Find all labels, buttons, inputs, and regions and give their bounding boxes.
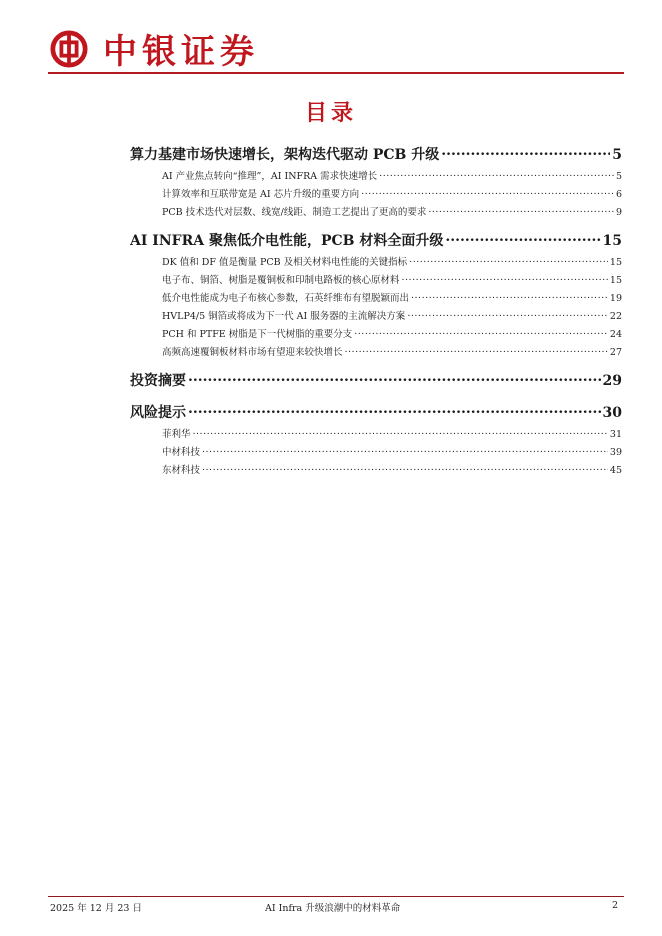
toc-subitem-page: 15 (609, 257, 622, 268)
toc-title: 目录 (304, 101, 357, 126)
toc-subitem[interactable] (130, 444, 622, 462)
toc-section (130, 230, 622, 362)
dot-leader (202, 463, 608, 473)
toc-subitem-page: 19 (609, 293, 622, 304)
toc-subitem[interactable] (130, 462, 622, 480)
toc-subitem-page: 45 (609, 465, 622, 476)
dot-leader (402, 273, 608, 283)
brand-name: 中银证券 (103, 32, 259, 72)
page-header (0, 0, 662, 80)
dot-leader (445, 231, 600, 245)
toc-subitem-label: 菲利华 (162, 429, 191, 440)
footer-date: 2025 年 12 月 23 日 (50, 903, 142, 914)
toc-subitem-label: HVLP4/5 铜箔或将成为下一代 AI 服务器的主流解决方案 (162, 311, 406, 322)
toc-subitem[interactable] (130, 426, 622, 444)
bank-of-china-logo-icon (50, 30, 88, 68)
toc-subitem-page: 5 (615, 171, 622, 182)
dot-leader (428, 205, 614, 215)
dot-leader (188, 371, 601, 385)
toc-subitem-label: 东材科技 (162, 465, 201, 476)
toc-heading-label: AI INFRA 聚焦低介电性能，PCB 材料全面升级 (130, 233, 444, 249)
dot-leader (409, 255, 608, 265)
toc-subitem-page: 6 (615, 189, 622, 200)
footer-divider (48, 896, 624, 897)
toc-heading-page: 29 (602, 373, 622, 389)
toc-subitem[interactable] (130, 254, 622, 272)
footer-page-number: 2 (612, 900, 619, 911)
dot-leader (361, 187, 614, 197)
toc-subitem[interactable] (130, 272, 622, 290)
toc-subitem-label: 计算效率和互联带宽是 AI 芯片升级的重要方向 (162, 189, 360, 200)
toc-subitem[interactable] (130, 204, 622, 222)
dot-leader (202, 445, 608, 455)
toc-subitem-page: 39 (609, 447, 622, 458)
dot-leader (193, 427, 608, 437)
toc-subitem[interactable] (130, 290, 622, 308)
toc-heading-page: 30 (602, 405, 622, 421)
table-of-contents (130, 140, 622, 488)
dot-leader (441, 145, 610, 159)
toc-section (130, 370, 622, 394)
toc-subitem-label: 低介电性能成为电子布核心参数，石英纤维布有望脱颖而出 (162, 293, 410, 304)
toc-section (130, 402, 622, 480)
dot-leader (407, 309, 608, 319)
toc-heading-page: 5 (612, 147, 622, 163)
toc-subitem-page: 31 (609, 429, 622, 440)
dot-leader (188, 403, 601, 417)
toc-heading[interactable] (130, 230, 622, 254)
toc-subitem-label: 高频高速覆铜板材料市场有望迎来较快增长 (162, 347, 343, 358)
toc-heading-page: 15 (602, 233, 622, 249)
toc-subitem[interactable] (130, 326, 622, 344)
toc-heading[interactable] (130, 144, 622, 168)
header-divider (48, 72, 624, 74)
toc-heading[interactable] (130, 402, 622, 426)
toc-subitem[interactable] (130, 186, 622, 204)
dot-leader (354, 327, 608, 337)
toc-subitem-label: 电子布、铜箔、树脂是覆铜板和印制电路板的核心原材料 (162, 275, 400, 286)
toc-subitem-label: AI 产业焦点转向“推理”，AI INFRA 需求快速增长 (162, 171, 378, 182)
toc-subitem-page: 15 (609, 275, 622, 286)
dot-leader (379, 169, 614, 179)
toc-subitem-page: 24 (609, 329, 622, 340)
toc-heading-label: 风险提示 (130, 405, 186, 421)
toc-subitem-label: PCH 和 PTFE 树脂是下一代树脂的重要分支 (162, 329, 353, 340)
toc-section (130, 144, 622, 222)
toc-subitem-label: PCB 技术迭代对层数、线宽/线距、制造工艺提出了更高的要求 (162, 207, 427, 218)
toc-heading[interactable] (130, 370, 622, 394)
dot-leader (411, 291, 608, 301)
toc-subitem-page: 27 (609, 347, 622, 358)
toc-heading-label: 算力基建市场快速增长，架构迭代驱动 PCB 升级 (130, 147, 440, 163)
toc-subitem-page: 9 (615, 207, 622, 218)
toc-subitem-label: 中材科技 (162, 447, 201, 458)
toc-subitem-page: 22 (609, 311, 622, 322)
dot-leader (345, 345, 608, 355)
toc-subitem[interactable] (130, 344, 622, 362)
toc-heading-label: 投资摘要 (130, 373, 186, 389)
toc-subitem[interactable] (130, 308, 622, 326)
toc-subitem[interactable] (130, 168, 622, 186)
toc-subitem-label: DK 值和 DF 值是衡量 PCB 及相关材料电性能的关键指标 (162, 257, 408, 268)
footer-report-title: AI Infra 升级浪潮中的材料革命 (265, 903, 401, 914)
